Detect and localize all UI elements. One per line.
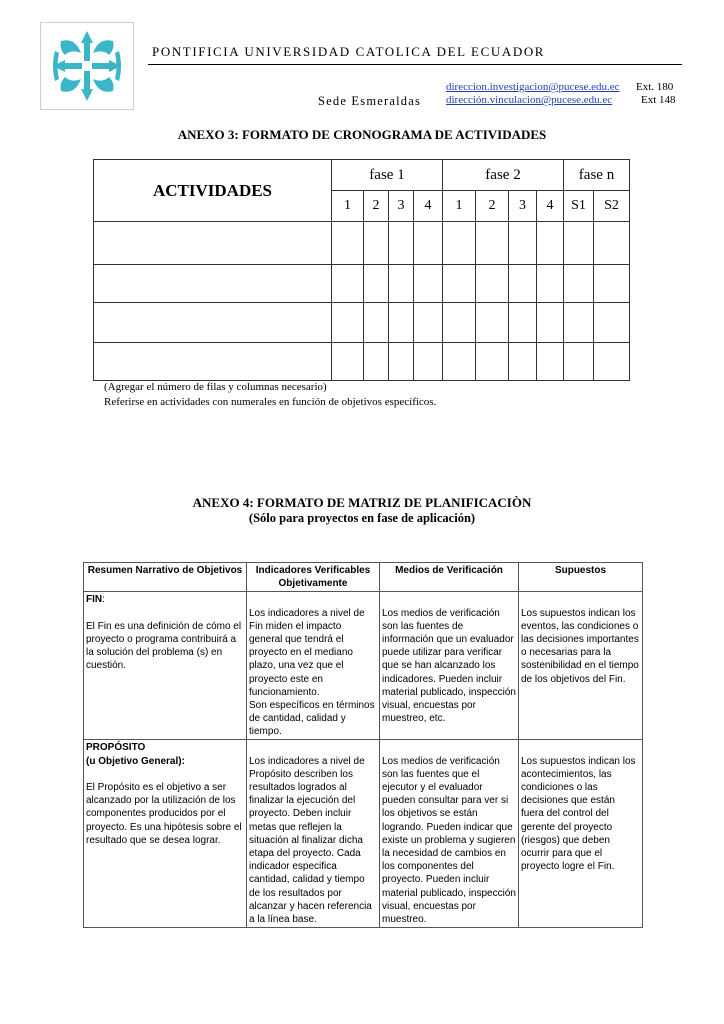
column-header: Indicadores Verificables Objetivamente — [247, 563, 380, 592]
annex4-title: ANEXO 4: FORMATO DE MATRIZ DE PLANIFICACIÒN — [192, 495, 532, 510]
period-header: S2 — [594, 191, 630, 222]
period-header: 4 — [537, 191, 564, 222]
period-header: 3 — [509, 191, 537, 222]
schedule-note: Referirse en actividades con numerales en función de objetivos específicos. — [104, 396, 437, 408]
schedule-note: (Agregar el número de filas y columnas necesario) — [104, 381, 327, 393]
schedule-table — [93, 159, 630, 381]
fin-means-cell — [380, 592, 519, 740]
phase-header: fase 2 — [443, 160, 564, 191]
fin-indicators-detail: Son específicos en términos de cantidad, calidad y tiempo. — [249, 699, 375, 738]
activities-header: ACTIVIDADES — [94, 160, 332, 222]
table-row — [94, 303, 630, 343]
column-header: Supuestos — [519, 563, 643, 592]
column-header: Medios de Verificación — [380, 563, 519, 592]
period-header: 4 — [414, 191, 443, 222]
fin-means: Los medios de verificación son las fuentes de información que un evaluador puede utilizar para verificar que se han alcanzado los indicadores. Pueden incluir material publicado, inspección visual, encuestas por muestreo, etc. — [382, 607, 516, 725]
table-row — [94, 343, 630, 381]
purpose-summary-cell — [84, 740, 247, 928]
fin-assumptions-cell — [519, 592, 643, 740]
phase-header: fase 1 — [332, 160, 443, 191]
purpose-means-cell — [380, 740, 519, 928]
fin-summary: El Fin es una definición de cómo el proyecto o programa contribuirá a la solución del problema (s) en cuestión. — [86, 620, 242, 672]
fin-assumptions: Los supuestos indican los eventos, las condiciones o las decisiones importantes o necesarias para la sostenibilidad en el tiempo de los objetivos del Fin. — [521, 607, 639, 685]
period-header: 1 — [332, 191, 364, 222]
university-logo — [40, 22, 134, 110]
table-row — [94, 222, 630, 265]
period-header: 2 — [364, 191, 389, 222]
table-row — [94, 265, 630, 303]
purpose-label: PROPÓSITO — [86, 742, 146, 754]
matrix-header-row — [84, 563, 643, 592]
email-link-vinculacion[interactable]: dirección.vinculacion@pucese.edu.ec — [446, 94, 613, 106]
table-row — [84, 592, 643, 740]
planning-matrix — [83, 562, 643, 928]
purpose-sublabel: (u Objetivo General): — [86, 755, 185, 767]
annex4-subtitle: (Sólo para proyectos en fase de aplicación) — [248, 511, 476, 525]
annex3-title: ANEXO 3: FORMATO DE CRONOGRAMA DE ACTIVIDADES — [177, 127, 547, 142]
table-row — [84, 740, 643, 928]
purpose-summary: El Propósito es el objetivo a ser alcanzado por la utilización de los componentes producidos por el proyecto. Es una hipótesis sobre el resultado que se desea lograr. — [86, 782, 242, 846]
fin-indicators-cell — [247, 592, 380, 740]
campus-name: Sede Esmeraldas — [318, 94, 422, 108]
period-header: 1 — [443, 191, 476, 222]
column-header: Resumen Narrativo de Objetivos — [84, 563, 247, 592]
purpose-indicators: Los indicadores a nivel de Propósito describen los resultados logrados al finalizar la ejecución del proyecto. Deben incluir metas que reflejen la situación al finalizar dicha etapa del proyecto. Cada indicador especifica cantidad, calidad y tiempo de los resultados por alcanzar y hacen referencia a la línea base. — [249, 755, 372, 925]
fin-summary-cell: FIN: El Fin es una definición de cómo el proyecto o programa contribuirá a la solución del problema (s) en cuestión. — [84, 592, 247, 740]
extension-vinculacion: Ext 148 — [641, 94, 676, 106]
fin-indicators: Los indicadores a nivel de Fin miden el impacto general que tendrá el proyecto en el mediano plazo, una vez que el proyecto este en funcionamiento. — [249, 607, 365, 698]
email-link-investigacion[interactable]: direccion.investigacion@pucese.edu.ec — [446, 81, 620, 93]
purpose-assumptions-cell — [519, 740, 643, 928]
purpose-indicators-cell — [247, 740, 380, 928]
period-header: 3 — [389, 191, 414, 222]
period-header: S1 — [564, 191, 594, 222]
university-name: PONTIFICIA UNIVERSIDAD CATOLICA DEL ECUADOR — [152, 44, 546, 59]
fin-label: FIN — [86, 594, 103, 606]
period-header: 2 — [476, 191, 509, 222]
purpose-assumptions: Los supuestos indican los acontecimientos, las condiciones o las decisiones que están fuera del control del gerente del proyecto (riesgos) que deben ocurrir para que el proyecto logre el Fin. — [521, 755, 636, 873]
header-rule — [148, 64, 682, 65]
extension-investigacion: Ext. 180 — [636, 81, 674, 93]
purpose-means: Los medios de verificación son las fuentes que el ejecutor y el evaluador pueden consultar para ver si los objetivos se están logrando. Pueden indicar que existe un problema y sugieren la necesidad de cambios en los componentes del proyecto. Pueden incluir material publicado, inspección visual, encuestas por muestreo. — [382, 755, 516, 925]
phase-header: fase n — [564, 160, 630, 191]
